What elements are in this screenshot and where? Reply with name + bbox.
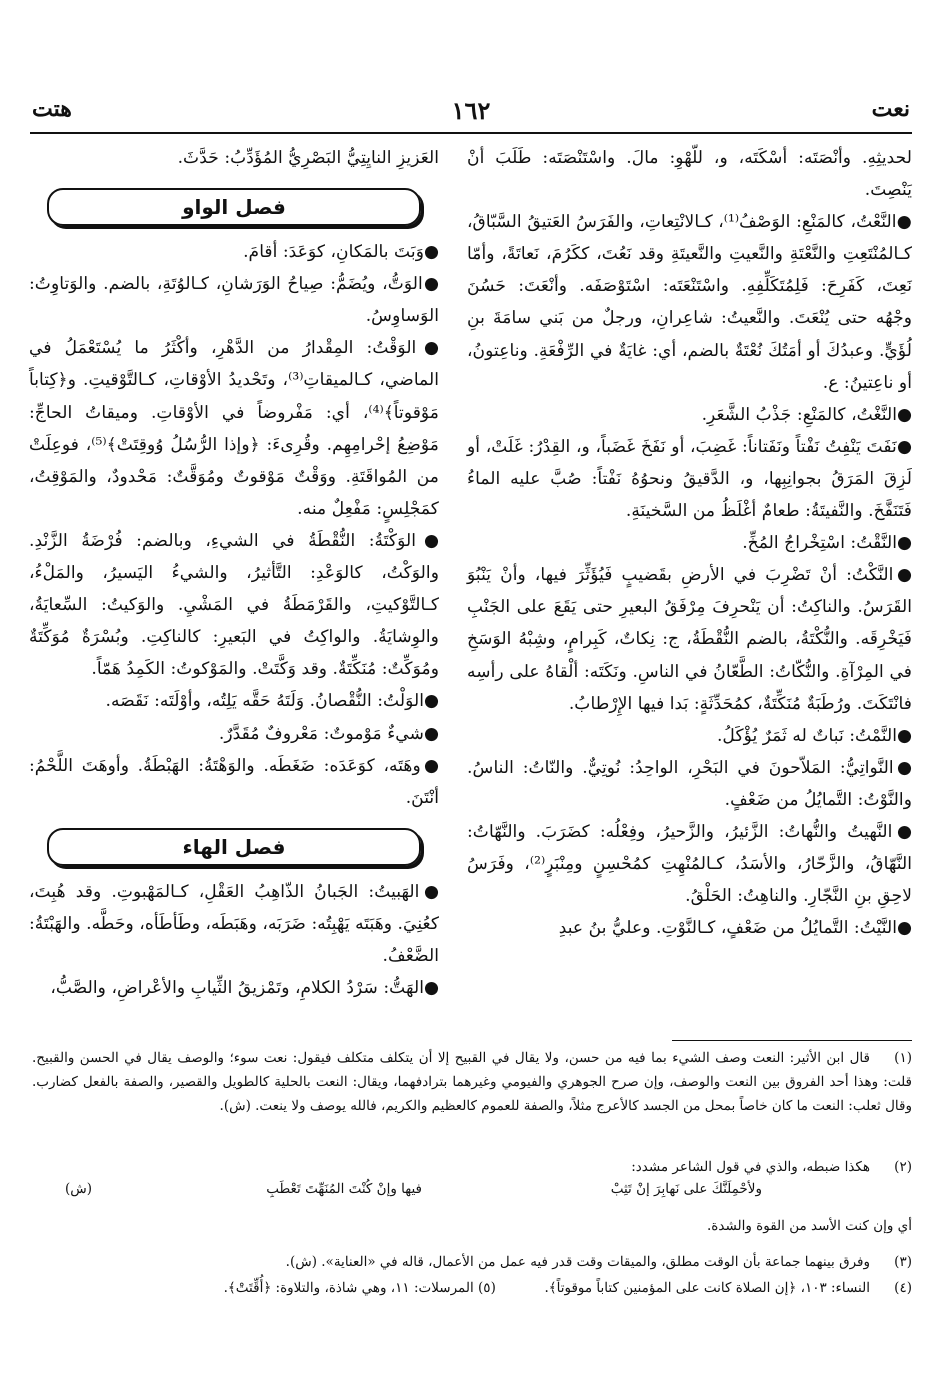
footnote-text: هكذا ضبطه، والذي في قول الشاعر مشدد: — [631, 1159, 870, 1175]
entry: ●النَّغْتُ، كالمَنْعِ: جَذْبُ الشَّعَرِ. — [701, 404, 912, 425]
entry: ●شيءٌ مَوْموتٌ: مَعْروفٌ مُقَدَّرٌ. — [218, 723, 439, 744]
footnote-number: (٣) — [894, 1254, 912, 1270]
right-column — [467, 142, 912, 944]
header-last-root-word: هتت — [32, 96, 72, 122]
entry: ●النَّقْتُ: اسْتِخْراجُ المُخِّ. — [742, 533, 912, 554]
footnote-text: المرسلات: ١١، وهي شاذة، والتلاوة: ﴿أُقِّتَتْ﴾. — [223, 1280, 474, 1296]
header-root-word: نعت — [871, 96, 910, 122]
section-heading-ha — [47, 828, 421, 866]
entry: ●النَّعْتُ، كالمَنْعِ: الوَصْفُ⁽¹⁾، كـالانْتِعاتِ، والفَرَسُ العَتيقُ السَّبّاقُ، كـالمُنْتَعِتِ والنَّعْتَةِ والنَّعيتِ والنَّعيتَةِ وقد نَعُتَ، ككَرُمَ، نَعاتَةً، وأمّا نَعِتَ، كَفَرِحَ: فَلِمُتَكَلِّفِهِ. واسْتَنْعَتَه: اسْتَوْصَفَه. وأنْعَتَ: حَسُنَ وجْهُه حتى يُنْعَتَ. والنَّعيتُ: شاعِرانِ، ورجلٌ من بَني سامَةَ بنِ لُؤَيٍّ. وعبدُكَ أو أمَتُكَ نُعْتَةٌ بالضم، أي: غايَةٌ في الرِّفْعَةِ. وناعِتونُ، أو ناعِتينُ: ع. — [467, 212, 912, 393]
entry: ●وهَتَه، كوَعَدَه: ضَغَطَه. والوَهْتَةُ: الهَبْطَةُ. وأوهَتَ اللَّحْمُ: أنْتَنَ. — [29, 755, 439, 808]
footnote-rule — [672, 1040, 912, 1041]
footnote-text: وفرق بينهما جماعة بأن الوقت مطلق، والميقات وقت قدر فيه عمل من الأعمال، قاله في «العناية». (ش). — [285, 1254, 870, 1270]
footnote-2 — [32, 1155, 912, 1179]
footnote-number: (٢) — [894, 1159, 912, 1175]
footnote-3 — [32, 1250, 912, 1274]
entry: لحديثِهِ. وأنْصَتَه: أسْكَتَه، و، للّهْوِ: مالَ. واسْتَنْصَتَه: طَلَبَ أنْ يَنْصِتَ. — [467, 148, 912, 201]
entry: ●الوَقْتُ: المِقْدارُ من الدَّهْرِ، وأكْثَرُ ما يُسْتَعْمَلُ في الماضي، كـالميقاتِ⁽³⁾، وتَحْديدُ الأوْقاتِ، كـالتَّوْقيتِ. و﴿كِتاباً مَوْقوتاً﴾⁽⁴⁾، أي: مَفْروضاً في الأوْقاتِ. وميقاتُ الحاجِّ: مَوْضِعُ إحْرامِهِم. وقُرِىءَ: ﴿وإذا الرُّسُلُ وُوقِتَتْ﴾⁽⁵⁾، فوعِلَتْ من المُواقَتَةِ. ووَقْتٌ مَوْقوتٌ ومُوَقَّتٌ: مَحْدودٌ، والمَوْقِتُ، كمَجْلِسٍ: مَفْعِلٌ منه. — [29, 338, 439, 519]
verse-first-hemistich: ولأحْمِلَنَّكَ على نَهابِرَ إنْ تَثِبْ — [610, 1181, 762, 1197]
footnote-4-5 — [32, 1276, 912, 1300]
entry: ●النَّهيتُ والنُّهاتُ: الزَّئيرُ، والزَّحيرُ، وفِعْلُه: كضَرَبَ. والنَّهّاتُ: النَّهّاقُ، والزَّحّارُ، والأسَدُ، كـالمُنْهِتِ كمُحْسِنٍ ومِنْبَرٍ⁽²⁾، وفَرَسُ لاحِقِ بنِ النَّجّارِ. والناهِتُ: الحَلْقُ. — [467, 821, 912, 907]
footnote-text: أي وإن كنت الأسد من القوة والشدة. — [707, 1218, 912, 1234]
entry: ●نَفَتَ يَنْفِتُ نَفْتاً ونَفَتاناً: غَضِبَ، أو نَفَخَ غَضَباً، و، القِدْرُ: غَلَتْ، أو لَزِقَ المَرَقُ بجوانِبِها، و، الدَّقيقُ ونحوُهُ نَفْتاً: صُبَّ عليه الماءُ فَتَنَفَّخَ. والنَّفيتَةُ: طعامٌ أغْلَظُ من السَّخينَةِ. — [467, 436, 912, 522]
verse-source-mark: (ش) — [64, 1181, 92, 1197]
section-heading-waw — [47, 188, 421, 226]
entry: ●الهَتُّ: سَرْدُ الكلامِ، وتَمْزيقُ الثِّيابِ والأعْراضِ، والصَّبُّ، — [50, 978, 439, 999]
entry: ●الهَبيتُ: الجَبانُ الذّاهِبُ العَقْلِ، كـالمَهْبوتِ. وقد هُبِتَ، كعُنِيَ. وهَبَتَه يَهْبِتُه: ضَرَبَه، وهَبَطَه، وطَأطَأه، وحَطَّه. والهَبْتَةُ: الضَّعْفُ. — [29, 881, 439, 966]
page-number: ١٦٢ — [451, 96, 491, 125]
entry: ●الوَتُّ، ويُضَمُّ: صِياحُ الوَرَشانِ، كـالوُتَةِ، بالضم. والوَتاوِتُ: الوَساوِسُ. — [29, 274, 439, 327]
entry: ●وَبَتَ بالمَكانِ، كوَعَدَ: أقامَ. — [243, 242, 439, 263]
header-rule — [30, 132, 912, 134]
entry: ●الوَكْتَةُ: النُّقْطَةُ في الشيءِ، وبالضم: فُرْضَةُ الزَّنْدِ. والوَكْتُ، كالوَعْدِ: التَّأثيرُ، والشيءُ اليَسيرُ، والمَلْءُ، كـالتَّوْكيتِ، والقَرْمَطَةُ في المَشْيِ. والوَكيتُ: السِّعايَةُ، والوِشايَةُ. والواكِتُ في البَعيرِ: كالناكِتِ. وبُسْرَةٌ مُوَكِّتَةٌ ومُوَكِّتٌ: مُنَكِّتَةٌ. وقد وَكَّتَتْ. والمَوْكوتُ: الكَمِدُ هَمّاً. — [29, 530, 439, 680]
entry: ●النَّكْتُ: أنْ تَضْرِبَ في الأرضِ بقَضيبٍ فَيُؤَثِّرَ فيها، وأنْ يَنْبُوَ القَرَسُ. والناكِتُ: أن يَنْحرِفَ مِرْفَقُ البعيرِ حتى يَقَعَ على الجَنْبِ فَيَخْرِقَه. والنُّكْتَةُ، بالضم النُّقْطَةُ، ج: نِكاتٌ، كَبِرامٍ، وشِبْهُ الوَسَخِ في المِرْآةِ. والنُّكّاتُ: الطَّعّانُ في الناسِ. ونَكَتَه: ألْقاهُ على رأسِه فانْتَكَتَ. ورُطَبَةٌ مُنَكِّتَةٌ، كمُحَدِّثَةٍ: بَدا فيها الإِرْطابُ. — [467, 565, 912, 714]
entry: ●النَّمْتُ: نَباتٌ له ثَمَرٌ يُؤْكَلُ. — [716, 725, 912, 746]
section-title: فصل الواو — [182, 195, 286, 220]
footnote-text: قال ابن الأثير: النعت وصف الشيء بما فيه من حسن، ولا يقال في القبيح إلا أن يتكلف متكلف فيقول: نعت سوء؛ والوصف يقال في الحسن والقبيح. قلت: وهذا أحد الفروق بين النعت والوصف، وإن صرح الجوهري والفيومي وغيرهما بترادفهما، ويقال: النعت بالحلية كالطويل والقصير، والصفة بالفعل كضارب. وقال ثعلب: النعت ما كان خاصاً بمحل من الجسد كالأعرج مثلاً، والصفة للعموم كالعظيم والكريم، فالله يوصف ولا ينعت. (ش). — [32, 1050, 912, 1114]
footnote-number: (٤) — [894, 1280, 912, 1296]
entry: ●الوَلْتُ: النُّقْصانُ. وَلَتَهُ حَقَّه يَلِتُه، وأوْلَتَه: نَقَصَه. — [105, 691, 439, 712]
footnote-2-continuation — [32, 1214, 912, 1238]
entry: العَزيزِ النايِتِيُّ البَصْرِيُّ المُؤَدِّبُ: حَدَّثَ. — [177, 148, 439, 168]
verse-second-hemistich: فيها وإنْ كُنْتَ المُنَهِّتَ تَعْطَبِ — [266, 1181, 422, 1197]
section-title: فصل الهاء — [182, 834, 286, 859]
entry: ●النَّواتِيُّ: المَلاّحونَ في البَحْرِ، الواحِدُ: نُوتِيٌّ. والنّاتُ: الناسُ. والنَّوْتُ: التَّمايُلُ من ضَعْفٍ. — [467, 757, 912, 810]
footnote-1 — [32, 1046, 912, 1118]
entry: ●النَّيْتُ: التَّمايُلُ من ضَعْفٍ، كـالنَّوْتِ. وعليُّ بنُ عبدِ — [558, 918, 912, 939]
footnote-number: (٥) — [478, 1280, 496, 1296]
footnote-number: (١) — [894, 1050, 912, 1066]
footnote-text: النساء: ١٠٣، ﴿إن الصلاة كانت على المؤمنين كتاباً موقوتاً﴾. — [544, 1280, 870, 1296]
left-column — [29, 142, 439, 1004]
